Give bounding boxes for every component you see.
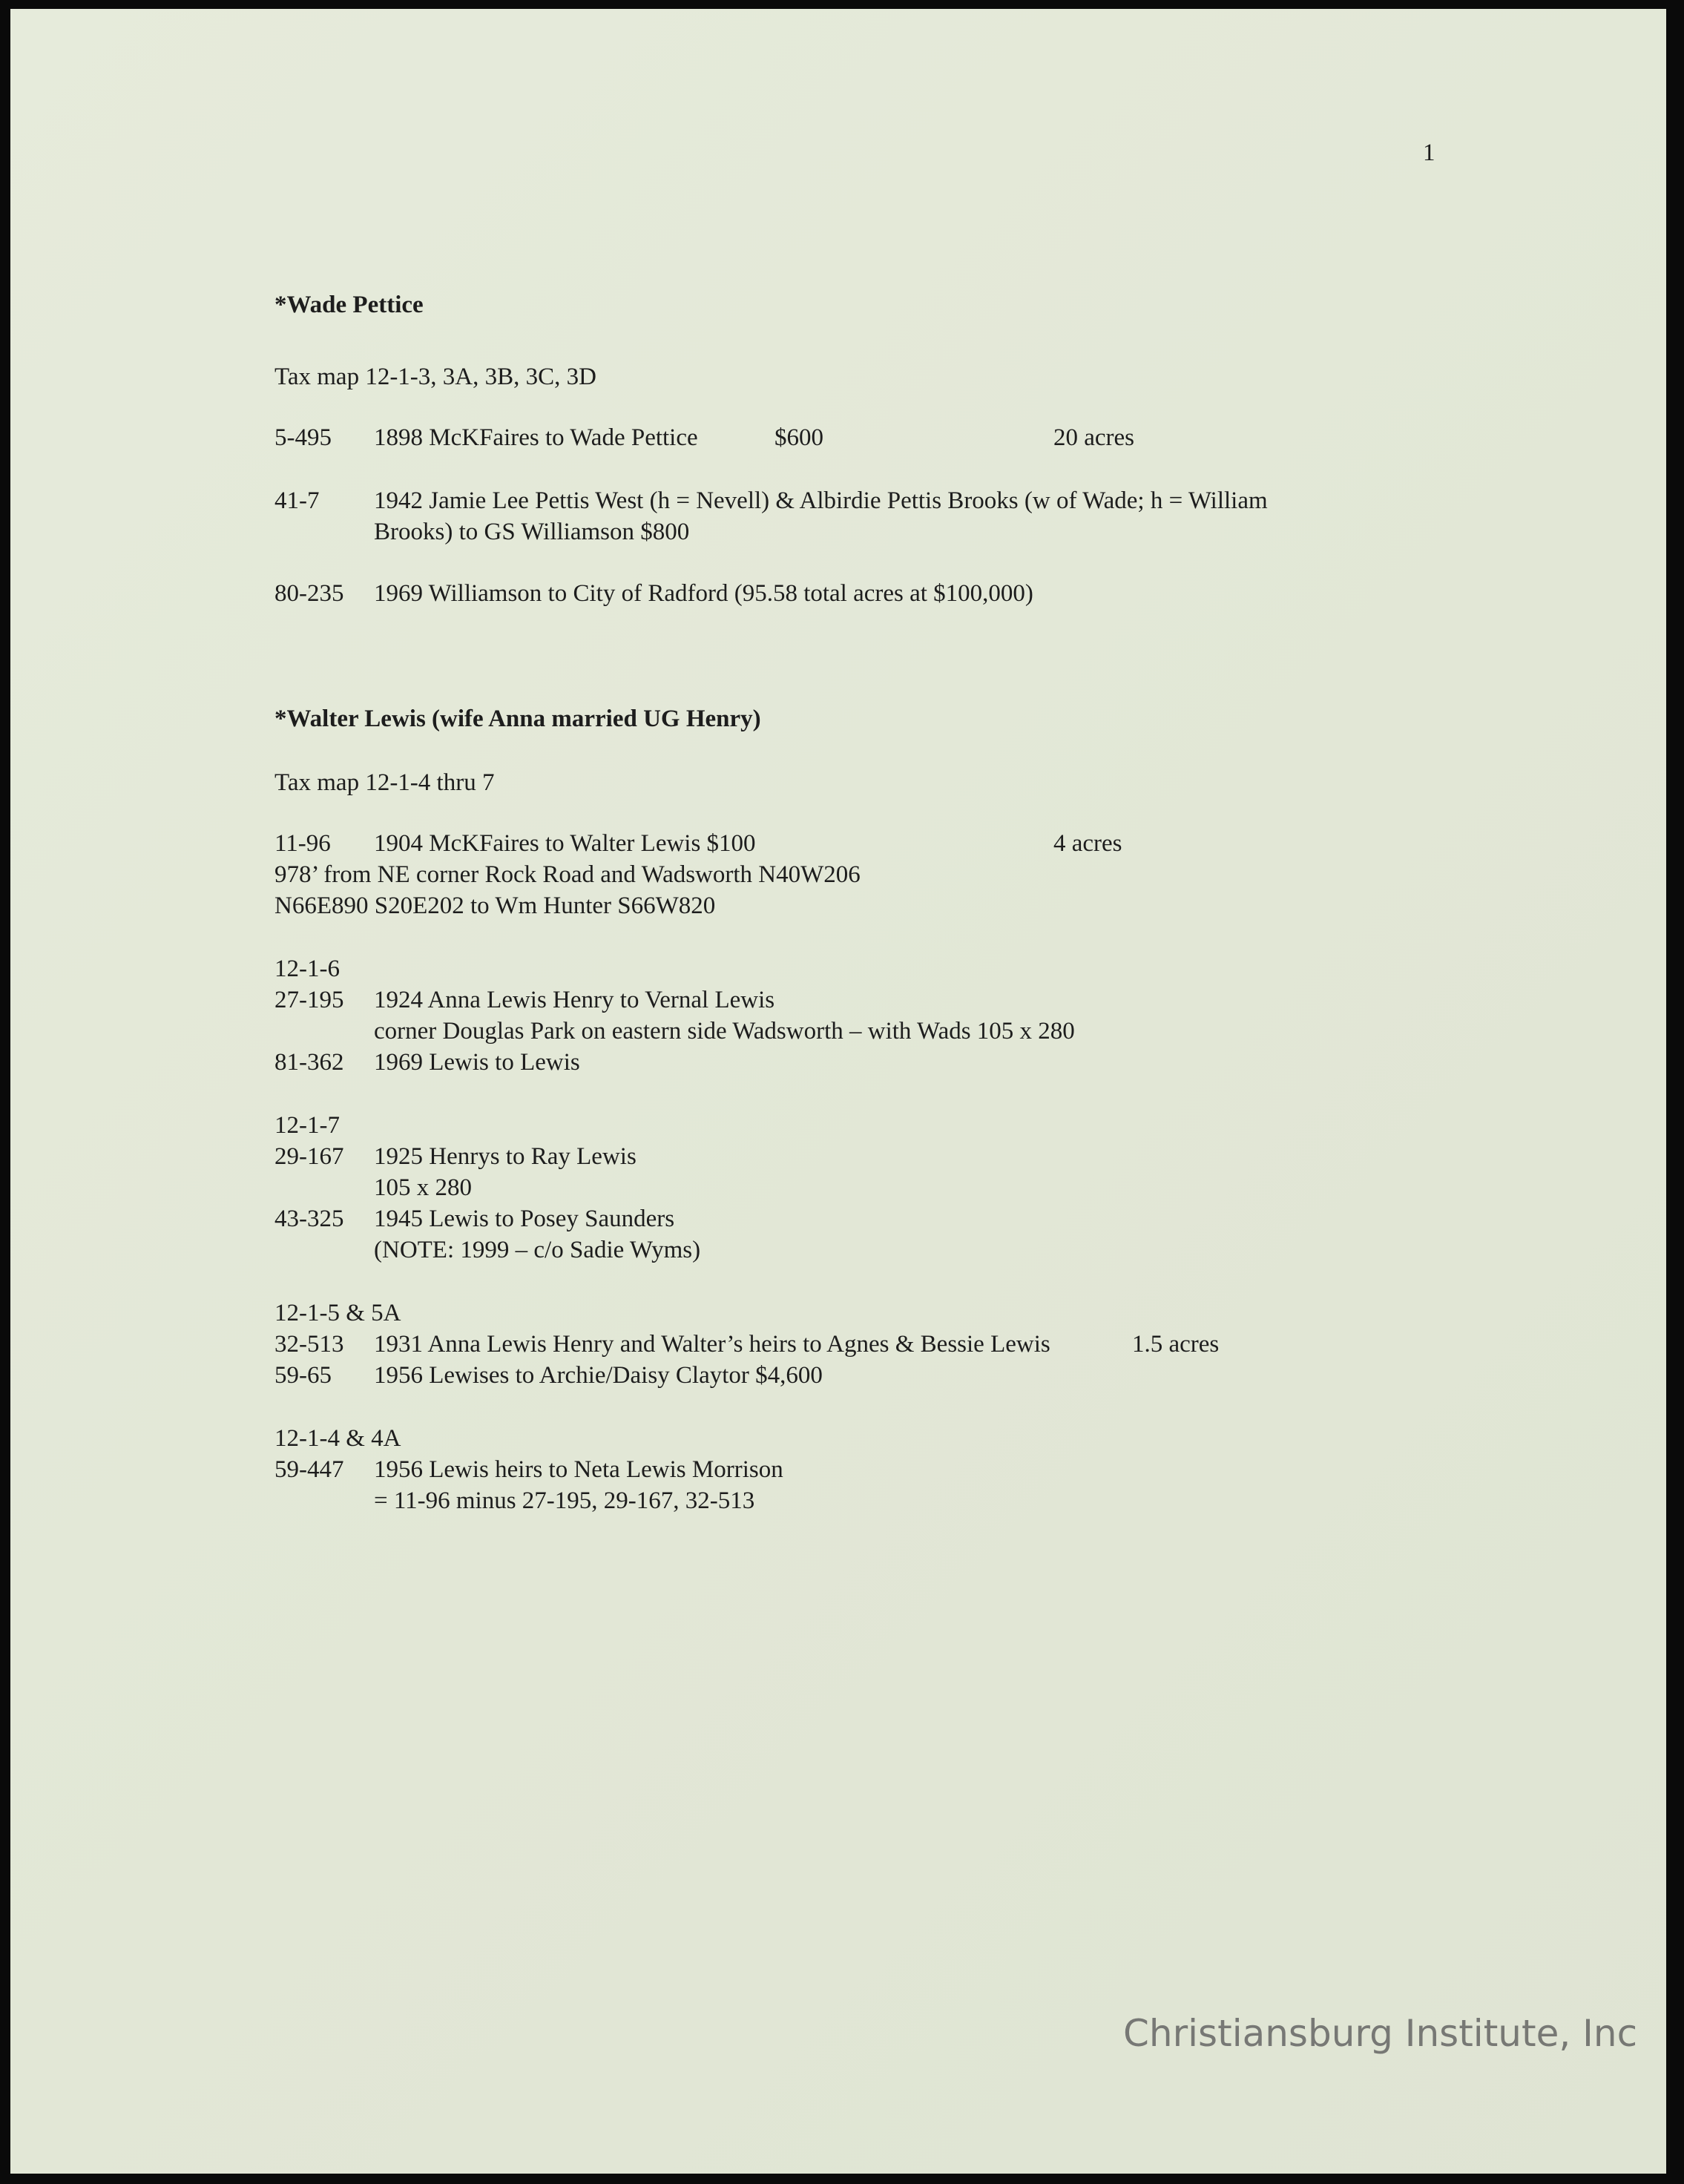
group-label: 12-1-5 & 5A xyxy=(274,1300,401,1326)
deed-continuation: corner Douglas Park on eastern side Wadsworth – with Wads 105 x 280 xyxy=(374,1018,1075,1045)
tax-map-line: Tax map 12-1-3, 3A, 3B, 3C, 3D xyxy=(274,364,596,390)
deed-row xyxy=(274,1047,580,1078)
section-heading-wade-pettice: *Wade Pettice xyxy=(274,292,424,318)
deed-price: $600 xyxy=(774,424,823,451)
deed-text: 1942 Jamie Lee Pettis West (h = Nevell) & Albirdie Pettis Brooks (w of Wade; h = William xyxy=(374,487,1268,514)
page-number: 1 xyxy=(1423,139,1435,166)
deed-continuation: Brooks) to GS Williamson $800 xyxy=(374,519,690,545)
deed-continuation: 105 x 280 xyxy=(374,1174,472,1201)
document-page xyxy=(10,9,1666,2174)
tax-map-line: Tax map 12-1-4 thru 7 xyxy=(274,769,495,796)
deed-ref: 59-65 xyxy=(274,1362,332,1389)
group-label: 12-1-7 xyxy=(274,1112,340,1139)
deed-row xyxy=(274,1329,1219,1360)
deed-acres: 4 acres xyxy=(1053,830,1122,857)
deed-continuation: (NOTE: 1999 – c/o Sadie Wyms) xyxy=(374,1237,701,1263)
deed-ref: 11-96 xyxy=(274,830,331,857)
deed-description: N66E890 S20E202 to Wm Hunter S66W820 xyxy=(274,892,716,919)
deed-ref: 81-362 xyxy=(274,1049,344,1076)
deed-ref: 27-195 xyxy=(274,987,344,1013)
deed-acres: 20 acres xyxy=(1053,424,1135,451)
deed-text: 1969 Williamson to City of Radford (95.58 total acres at $100,000) xyxy=(374,580,1033,607)
deed-text: 1969 Lewis to Lewis xyxy=(374,1049,580,1076)
deed-ref: 41-7 xyxy=(274,487,320,514)
deed-row xyxy=(274,1454,783,1485)
deed-row xyxy=(274,578,1033,609)
deed-text: 1956 Lewis heirs to Neta Lewis Morrison xyxy=(374,1456,783,1483)
deed-row xyxy=(274,1360,823,1391)
group-label: 12-1-6 xyxy=(274,956,340,982)
watermark-text: Christiansburg Institute, Inc xyxy=(1123,2012,1638,2055)
deed-text: 1945 Lewis to Posey Saunders xyxy=(374,1206,675,1232)
deed-text: 1931 Anna Lewis Henry and Walter’s heirs to Agnes & Bessie Lewis xyxy=(374,1331,1050,1358)
deed-acres: 1.5 acres xyxy=(1132,1331,1220,1358)
deed-text: 1898 McKFaires to Wade Pettice xyxy=(374,424,698,451)
deed-row xyxy=(274,422,1134,453)
deed-description: 978’ from NE corner Rock Road and Wadsworth N40W206 xyxy=(274,861,861,888)
deed-row xyxy=(274,1141,637,1172)
deed-ref: 5-495 xyxy=(274,424,332,451)
deed-ref: 29-167 xyxy=(274,1143,344,1170)
section-heading-walter-lewis: *Walter Lewis (wife Anna married UG Henry) xyxy=(274,705,761,732)
deed-ref: 59-447 xyxy=(274,1456,344,1483)
deed-text: 1956 Lewises to Archie/Daisy Claytor $4,600 xyxy=(374,1362,823,1389)
group-label: 12-1-4 & 4A xyxy=(274,1425,401,1452)
deed-text: 1904 McKFaires to Walter Lewis $100 xyxy=(374,830,756,857)
deed-continuation: = 11-96 minus 27-195, 29-167, 32-513 xyxy=(374,1487,755,1514)
deed-ref: 43-325 xyxy=(274,1206,344,1232)
deed-text: 1924 Anna Lewis Henry to Vernal Lewis xyxy=(374,987,775,1013)
deed-row xyxy=(274,828,1122,859)
deed-ref: 32-513 xyxy=(274,1331,344,1358)
deed-row xyxy=(274,485,1268,516)
deed-text: 1925 Henrys to Ray Lewis xyxy=(374,1143,637,1170)
deed-row xyxy=(274,1203,674,1234)
deed-ref: 80-235 xyxy=(274,580,344,607)
deed-row xyxy=(274,984,774,1016)
